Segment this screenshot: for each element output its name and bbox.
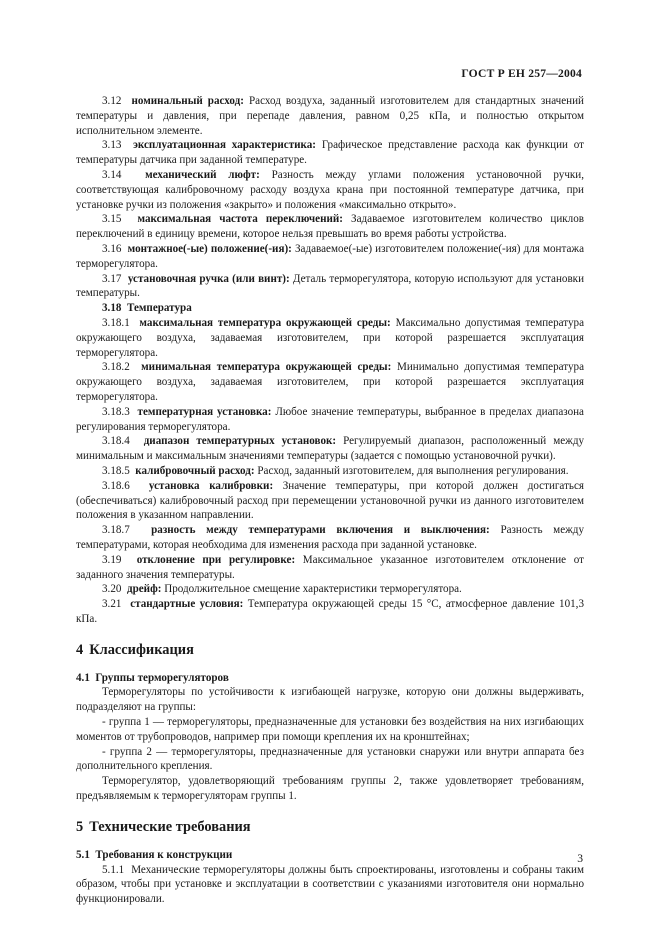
definition-3-18-7: 3.18.7 разность между температурами включения и выключения: Разность между температурами, которая необходима для изменения расхода при заданной установке.	[76, 524, 584, 551]
term: установка калибровки:	[148, 479, 274, 492]
term: стандартные условия:	[130, 598, 244, 611]
definition-3-18-6: 3.18.6 установка калибровки: Значение температуры, при которой должен достигаться (обеспечиваться) калибровочный расход при перемещении установочной ручки из данного изготовителем положения в указанном направлении.	[76, 479, 585, 522]
section-heading-5: 5 Технические требования	[76, 818, 251, 835]
term: калибровочный расход:	[135, 464, 255, 477]
definition-3-15: 3.15 максимальная частота переключений: Задаваемое изготовителем количество циклов переключений в единицу времени, которое нельзя превышать во время работы устройства.	[76, 213, 585, 241]
definition-3-18-1: 3.18.1 максимальная температура окружающей среды: Максимально допустимая температура окружающего воздуха, задаваемая изготовителем, при которой разрешается эксплуатация терморегулятора.	[76, 316, 585, 359]
subsection-heading-5-1: 5.1 Требования к конструкции	[76, 848, 233, 861]
paragraph-5-1-1: 5.1.1 Механические терморегуляторы должны быть спроектированы, изготовлены и собраны таким образом, чтобы при установке и эксплуатации в соответствии с указаниями изготовителя они нормально функционировали.	[76, 863, 584, 906]
definition-3-21: 3.21 стандартные условия: Температура окружающей среды 15 °С, атмосферное давление 101,3 кПа.	[76, 598, 585, 625]
term: дрейф:	[126, 583, 162, 596]
section4-intro: Терморегуляторы по устойчивости к изгибающей нагрузке, которую они должны выдерживать, подразделяют на группы:	[76, 686, 584, 714]
definition-3-18-3: 3.18.3 температурная установка: Любое значение температуры, выбранное в пределах диапазона регулирования терморегулятора.	[76, 405, 584, 433]
section4-note: Терморегулятор, удовлетворяющий требованиям группы 2, также удовлетворяет требованиям, предъявляемым к терморегуляторам группы 1.	[76, 775, 584, 803]
subsection-heading-4-1: 4.1 Группы терморегуляторов	[76, 671, 229, 684]
term: максимальная температура окружающей среды:	[139, 316, 391, 329]
subsection-heading-3-18: 3.18 Температура	[102, 302, 192, 315]
definition-3-12: 3.12 номинальный расход: Расход воздуха, заданный изготовителем для стандартных значений температуры и давления, при перепаде давления, равном 0,25 кПа, и полностью открытом исполнительном элементе.	[76, 95, 584, 137]
term: разность между температурами включения и выключения:	[151, 524, 490, 537]
term: отклонение при регулировке:	[136, 553, 296, 566]
term: температурная установка:	[137, 405, 272, 418]
definition-3-20: 3.20 дрейф: Продолжительное смещение характеристики терморегулятора.	[102, 583, 462, 596]
list-item-group-1: - группа 1 — терморегуляторы, предназначенные для установки без воздействия на них изгибающих моментов от трубопроводов, например при помощи крепления их на кронштейнах;	[76, 716, 584, 743]
term: минимальная температура окружающей среды:	[141, 361, 392, 374]
section-heading-4: 4 Классификация	[76, 641, 194, 658]
term: диапазон температурных установок:	[143, 435, 337, 448]
definition-3-16: 3.16 монтажное(-ые) положение(-ия): Задаваемое(-ые) изготовителем положение(-ия) для монтажа терморегулятора.	[76, 242, 584, 270]
term: установочная ручка (или винт):	[127, 272, 290, 285]
page-content	[76, 94, 584, 907]
definition-3-18-5: 3.18.5 калибровочный расход: Расход, заданный изготовителем, для выполнения регулирования.	[102, 464, 569, 477]
term: механический люфт:	[145, 168, 260, 181]
definition-3-14: 3.14 механический люфт: Разность между углами положения установочной ручки, соответствующая калибровочному расходу воздуха крана при постоянной температуре датчика, при установке ручки из положения «закрыто» и положения «максимально открыто».	[76, 168, 584, 211]
list-item-group-2: - группа 2 — терморегуляторы, предназначенные для установки снаружи или внутри аппарата без дополнительного крепления.	[76, 745, 584, 773]
definition-3-13: 3.13 эксплуатационная характеристика: Графическое представление расхода как функции от температуры датчика при заданной температуре.	[76, 139, 585, 167]
definition-3-17: 3.17 установочная ручка (или винт): Деталь терморегулятора, которую используют для установки температуры.	[76, 272, 585, 300]
page-number: 3	[577, 852, 583, 865]
term: эксплуатационная характеристика:	[133, 139, 317, 152]
definition-3-18-2: 3.18.2 минимальная температура окружающей среды: Минимально допустимая температура окружающего воздуха, задаваемая изготовителем, при которой разрешается эксплуатация терморегулятора.	[76, 361, 585, 403]
term: номинальный расход:	[131, 95, 244, 107]
term: максимальная частота переключений:	[137, 213, 343, 226]
definition-3-19: 3.19 отклонение при регулировке: Максимальное указанное изготовителем отклонение от заданного значения температуры.	[76, 553, 584, 581]
document-code: ГОСТ Р ЕН 257—2004	[461, 67, 582, 80]
term: монтажное(-ые) положение(-ия):	[127, 242, 292, 255]
definition-3-18-4: 3.18.4 диапазон температурных установок: Регулируемый диапазон, расположенный между минимальным и максимальным значениями температуры (задается с помощью установочной ручки).	[76, 435, 585, 463]
